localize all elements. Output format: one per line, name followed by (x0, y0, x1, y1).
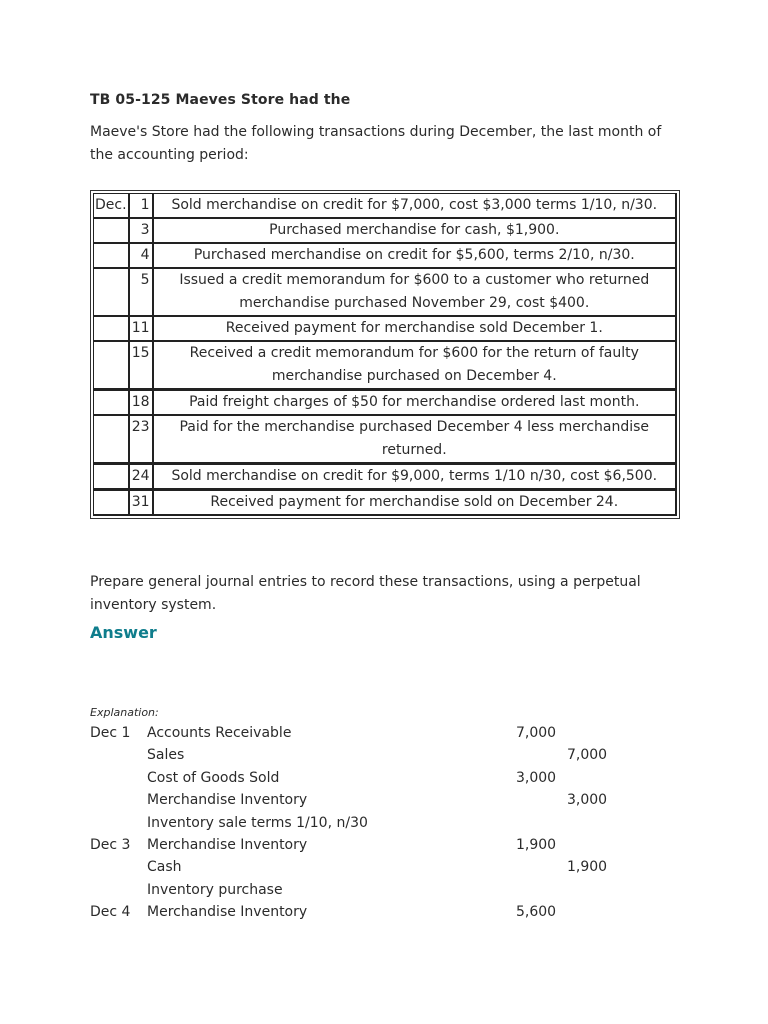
journal-row (90, 722, 650, 744)
journal-account: Cost of Goods Sold (147, 769, 280, 786)
journal-row (90, 767, 650, 789)
description-cell: Paid freight charges of $50 for merchandise ordered last month. (154, 390, 677, 416)
description-cell: Issued a credit memorandum for $600 to a customer who returned merchandise purchased November 29, cost $400. (154, 269, 677, 317)
journal-date: Dec 3 (90, 836, 131, 853)
day-cell: 4 (130, 244, 154, 269)
month-cell (93, 342, 130, 390)
month-cell (93, 317, 130, 342)
description-cell: Received payment for merchandise sold on December 24. (154, 490, 677, 516)
description-cell: Paid for the merchandise purchased December 4 less merchandise returned. (154, 416, 677, 464)
month-cell (93, 390, 130, 416)
journal-row (90, 901, 650, 923)
month-cell (93, 269, 130, 317)
journal-credit: 1,900 (567, 859, 608, 876)
journal-row (90, 812, 650, 834)
day-cell: 1 (130, 193, 154, 219)
description-cell: Purchased merchandise for cash, $1,900. (154, 219, 677, 244)
intro-text: Maeve's Store had the following transactions during December, the last month of the accounting period: (90, 124, 662, 163)
journal-account: Cash (147, 859, 182, 876)
journal-date: Dec 4 (90, 904, 131, 921)
journal-account: Merchandise Inventory (147, 904, 308, 921)
table-row (93, 342, 677, 390)
table-row (93, 390, 677, 416)
document-title: TB 05-125 Maeves Store had the (90, 92, 351, 108)
description-cell: Sold merchandise on credit for $7,000, cost $3,000 terms 1/10, n/30. (154, 193, 677, 219)
journal-account: Accounts Receivable (147, 725, 292, 741)
day-cell: 3 (130, 219, 154, 244)
month-cell (93, 464, 130, 490)
description-cell: Sold merchandise on credit for $9,000, terms 1/10 n/30, cost $6,500. (154, 464, 677, 490)
journal-debit: 7,000 (516, 725, 557, 741)
table-row (93, 244, 677, 269)
journal-credit: 3,000 (567, 792, 608, 809)
table-row (93, 219, 677, 244)
day-cell: 15 (130, 342, 154, 390)
journal-row (90, 789, 650, 811)
journal-row (90, 856, 650, 878)
answer-heading: Answer (90, 623, 157, 642)
month-cell (93, 244, 130, 269)
month-cell: Dec. (93, 193, 130, 219)
day-cell: 31 (130, 490, 154, 516)
journal-row (90, 744, 650, 766)
journal-row (90, 834, 650, 856)
table-row (93, 269, 677, 317)
description-cell: Purchased merchandise on credit for $5,600, terms 2/10, n/30. (154, 244, 677, 269)
table-row (93, 317, 677, 342)
month-cell (93, 416, 130, 464)
journal-debit: 5,600 (516, 904, 557, 921)
table-row (93, 464, 677, 490)
journal-account: Merchandise Inventory (147, 792, 308, 809)
day-cell: 24 (130, 464, 154, 490)
day-cell: 23 (130, 416, 154, 464)
journal-row (90, 879, 650, 901)
journal-account: Merchandise Inventory (147, 836, 308, 853)
description-cell: Received payment for merchandise sold December 1. (154, 317, 677, 342)
journal-account: Sales (147, 747, 185, 764)
day-cell: 5 (130, 269, 154, 317)
month-cell (93, 490, 130, 516)
table-row (93, 416, 677, 464)
transactions-table (90, 190, 680, 519)
explanation-label: Explanation: (90, 706, 159, 719)
journal-debit: 1,900 (516, 836, 557, 853)
instructions-text: Prepare general journal entries to record these transactions, using a perpetual inventory system. (90, 574, 641, 613)
journal-debit: 3,000 (516, 769, 557, 786)
description-cell: Received a credit memorandum for $600 for the return of faulty merchandise purchased on December 4. (154, 342, 677, 390)
journal-account: Inventory sale terms 1/10, n/30 (147, 814, 368, 831)
table-row (93, 193, 677, 219)
journal-date: Dec 1 (90, 725, 131, 741)
table-row (93, 490, 677, 516)
journal-credit: 7,000 (567, 747, 608, 764)
day-cell: 11 (130, 317, 154, 342)
journal-account: Inventory purchase (147, 881, 283, 898)
journal-entries (90, 722, 650, 924)
month-cell (93, 219, 130, 244)
day-cell: 18 (130, 390, 154, 416)
